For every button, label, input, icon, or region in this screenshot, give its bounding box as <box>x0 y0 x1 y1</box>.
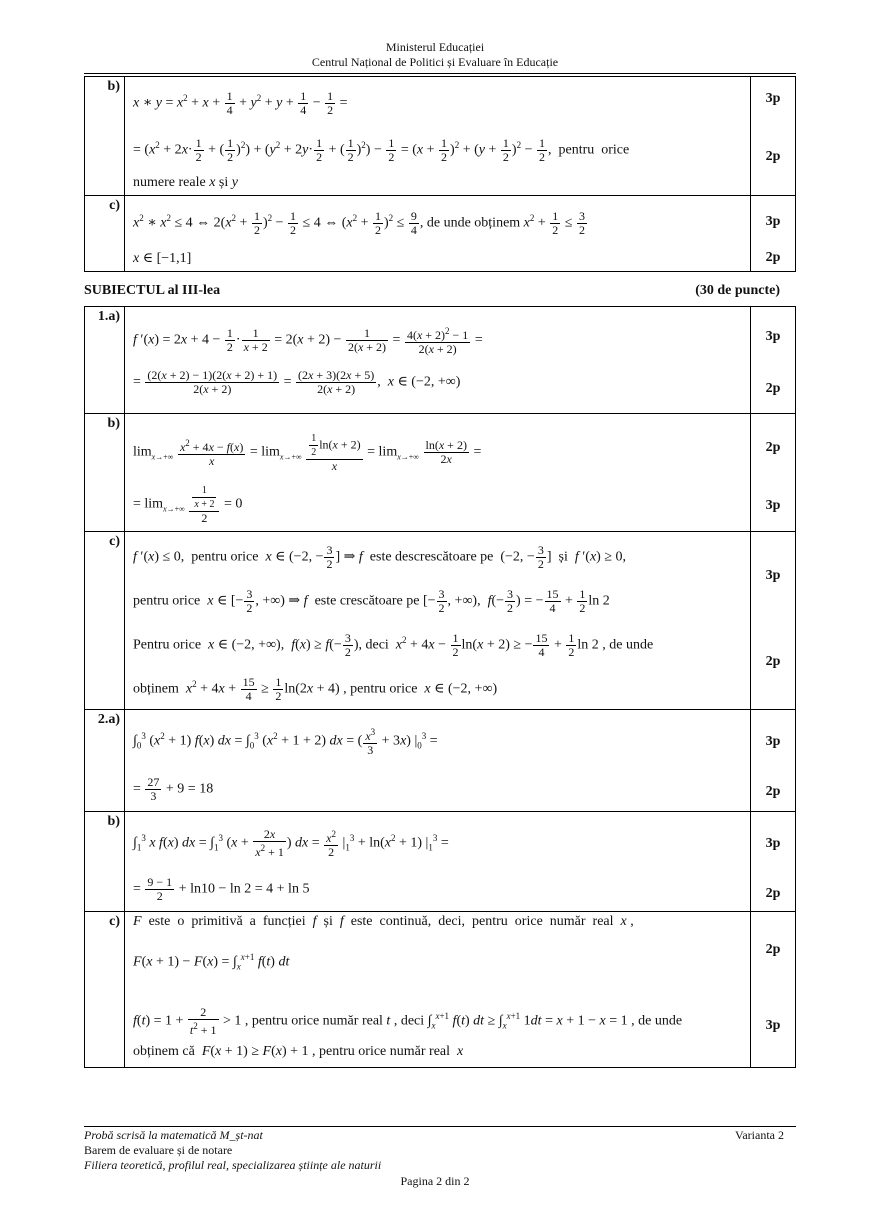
row-2c <box>85 911 795 1067</box>
row-label: 1.a) <box>85 307 125 413</box>
solution-line: = $\frac{9 - 1}{2}$ + ln10 − ln 2 = 4 + ln 5 <box>133 875 310 903</box>
points: 3p <box>765 214 781 229</box>
row-2c <box>85 195 795 271</box>
points: 3p <box>765 1018 781 1033</box>
subject-3-table <box>84 306 796 1068</box>
points: 3p <box>765 329 781 344</box>
footer-barem: Barem de evaluare și de notare <box>84 1143 233 1157</box>
points-column <box>750 710 795 811</box>
points: 2p <box>765 250 781 265</box>
points: 2p <box>765 942 781 957</box>
points-column <box>750 77 795 195</box>
solution-line: obținem că F(x + 1) ≥ F(x) + 1 , pentru orice număr real x <box>133 1044 464 1059</box>
solution-line: obținem $x^2 + 4x$ + $\frac{15}{4}$ ≥ $\frac{1}{2}$ ln(2x + 4) , pentru orice x ∈ (−2, +∞) <box>133 675 498 703</box>
points-column <box>750 812 795 911</box>
points: 2p <box>765 784 781 799</box>
row-1c <box>85 531 795 709</box>
section-title: SUBIECTUL al III-lea <box>84 283 221 298</box>
row-label: b) <box>85 77 125 195</box>
solution-line: f ′(x) = 2x + 4 − $\frac{1}{2}$ · $\frac{1}{x + 2}$ = 2(x + 2) − $\frac{1}{2(x + 2)}$ = $\frac{4(x + 2)^2 - 1}{2(x + 2)}$ = <box>133 326 483 356</box>
header-rule <box>84 73 796 74</box>
solution-line: Pentru orice x ∈ (−2, +∞), f(x) ≥ f(− $\frac{3}{2}$ ), deci $x^2 + 4x$ − $\frac{1}{2}$ ln(x + 2) ≥ − $\frac{15}{4}$ + $\frac{1}{2}$ ln 2 , de unde <box>133 631 654 659</box>
page-number: Pagina 2 din 2 <box>400 1174 470 1188</box>
points-column <box>750 532 795 709</box>
subject-2-table <box>84 76 796 272</box>
solution-line: = $\lim_{x\to+\infty}$ $\frac{\frac{1}{x + 2}}{2}$ = 0 <box>133 485 243 525</box>
points: 2p <box>765 149 781 164</box>
solution-line: f ′(x) ≤ 0, pentru orice x ∈ (−2, − $\frac{3}{2}$ ] ⇒ f este descrescătoare pe (−2, − $\frac{3}{2}$ ] și f ′(x) ≥ 0, <box>133 543 627 571</box>
solution-line: = $\frac{27}{3}$ + 9 = 18 <box>133 775 214 803</box>
solution-line: pentru orice x ∈ [− $\frac{3}{2}$ , +∞) ⇒ f este crescătoare pe [− $\frac{3}{2}$ , +∞), f(− $\frac{3}{2}$ ) = − $\frac{15}{4}$ + $\frac{1}{2}$ ln 2 <box>133 587 610 615</box>
points: 2p <box>765 440 781 455</box>
footer-exam: Probă scrisă la matematică M_șt-nat <box>84 1128 263 1142</box>
solution-line: f(t) = 1 + $\frac{2}{t^2 + 1}$ > 1 , pentru orice număr real t , deci $\int_x^{x+1}$ f(t) dt ≥ $\int_x^{x+1}$ 1dt = x + 1 − x = 1 , de unde <box>133 1005 683 1037</box>
row-2a <box>85 709 795 811</box>
row-label: b) <box>85 414 125 531</box>
points: 2p <box>765 886 781 901</box>
footer-specialization: Filiera teoretică, profilul real, specializarea științe ale naturii <box>84 1158 382 1172</box>
row-1a <box>85 307 795 413</box>
solution-line: $F(x + 1) - F(x) = \int_x^{x+1}$ f(t) dt <box>133 952 290 972</box>
row-label: c) <box>85 196 125 271</box>
points-column <box>750 912 795 1067</box>
solution-line: $\int_0^3$ $(x^2 + 1)$ f(x) dx = $\int_0^3$ $(x^2 + 1 + 2)$ dx = ( $\frac{x^3}{3}$ + 3x) $|_0^3$ = <box>133 727 438 757</box>
solution-line: x ∗ $y = x^2 + x$ + $\frac{1}{4}$ + $y^2 + y$ + $\frac{1}{4}$ − $\frac{1}{2}$ = <box>133 89 348 117</box>
points: 2p <box>765 654 781 669</box>
points: 3p <box>765 836 781 851</box>
solution-line: $x^2$ ∗ $x^2 \le 4$ ⇔ $2(x^2$ + $\frac{1}{2}$ )$^2$ − $\frac{1}{2}$ ≤ 4 ⇔ ($x^2$ + $\frac{1}{2}$ )$^2$ ≤ $\frac{9}{4}$ , de unde obținem $x^2$ + $\frac{1}{2}$ ≤ $\frac{3}{2}$ <box>133 209 585 237</box>
points: 3p <box>765 734 781 749</box>
solution-line: $\int_1^3$ x f(x) dx = $\int_1^3$ (x + $\frac{2x}{x^2 + 1}$ ) dx = $\frac{x^2}{2}$ $|_1^3 + \ln(x^2 + 1) |_1^3$ = <box>133 827 449 859</box>
row-label: c) <box>85 532 125 709</box>
row-2b <box>85 811 795 911</box>
points: 3p <box>765 91 781 106</box>
row-1b <box>85 413 795 531</box>
section-points: (30 de puncte) <box>695 283 780 298</box>
row-2b <box>85 77 795 195</box>
points-column <box>750 196 795 271</box>
footer-rule <box>84 1126 796 1127</box>
header-ministry: Ministerul Educației <box>385 40 485 54</box>
solution-line: numere reale x și y <box>133 175 238 190</box>
header-center: Centrul Național de Politici și Evaluare în Educație <box>311 55 559 69</box>
solution-line: = $\frac{(2(x + 2) - 1)(2(x + 2) + 1)}{2(x + 2)}$ = $\frac{(2x + 3)(2x + 5)}{2(x + 2)}$ , x ∈ (−2, +∞) <box>133 368 461 396</box>
solution-line: x ∈ [−1,1] <box>133 251 192 266</box>
solution-line: = ($x^2 + 2x\cdot$ $\frac{1}{2}$ + ( $\frac{1}{2}$ )$^2) + (y^2 + 2y\cdot$ $\frac{1}{2}$ + ( $\frac{1}{2}$ )$^2$) − $\frac{1}{2}$ = (x + $\frac{1}{2}$ )$^2$ + (y + $\frac{1}{2}$ )$^2$ − $\frac{1}{2}$ , pentru orice <box>133 136 630 164</box>
row-label: b) <box>85 812 125 911</box>
points-column <box>750 414 795 531</box>
points: 2p <box>765 381 781 396</box>
solution-line: F este o primitivă a funcției f și f este continuă, deci, pentru orice număr real x , <box>133 914 634 929</box>
row-label: c) <box>85 912 125 1067</box>
solution-line: $\lim_{x\to+\infty}$ $\frac{x^2 + 4x - f(x)}{x}$ = $\lim_{x\to+\infty}$ $\frac{1}{2}$ ln(x + 2) x = $\lim_{x\to+\infty}$ $\frac{\ln(x + 2)}{2x}$ = <box>133 433 482 473</box>
points: 3p <box>765 498 781 513</box>
footer-variant: Varianta 2 <box>735 1128 784 1142</box>
row-label: 2.a) <box>85 710 125 811</box>
points: 3p <box>765 568 781 583</box>
points-column <box>750 307 795 413</box>
